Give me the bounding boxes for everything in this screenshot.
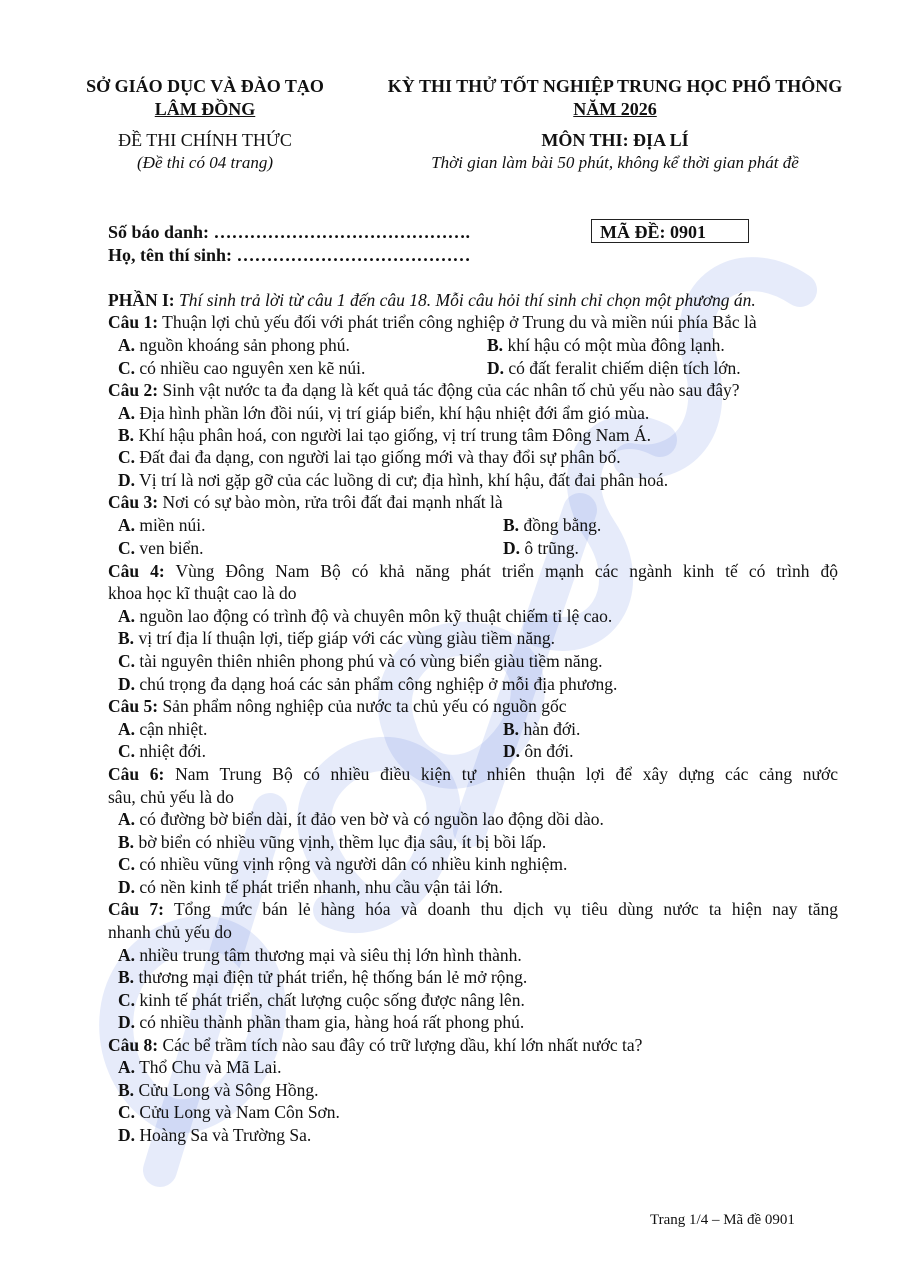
option-text: hàn đới. (519, 719, 581, 739)
question-5 (108, 695, 838, 717)
question-7-cont: nhanh chủ yếu do (108, 922, 232, 942)
option-text: nguồn khoáng sản phong phú. (135, 335, 350, 355)
option-6c (118, 853, 567, 875)
option-7d (118, 1011, 524, 1033)
option-text: vị trí địa lí thuận lợi, tiếp giáp với các vùng giàu tiềm năng. (134, 628, 555, 648)
part-instruction: Thí sinh trả lời từ câu 1 đến câu 18. Mỗi câu hỏi thí sinh chỉ chọn một phương án. (178, 290, 756, 310)
option-5d (503, 740, 574, 762)
option-text: miền núi. (135, 515, 206, 535)
question-label: Câu 5: (108, 696, 159, 716)
option-key: A. (118, 606, 136, 626)
option-key: D. (487, 358, 505, 378)
exam-title: KỲ THI THỬ TỐT NGHIỆP TRUNG HỌC PHỔ THÔNG (387, 76, 843, 96)
exam-year: NĂM 2026 (573, 99, 657, 119)
option-text: có nền kinh tế phát triển nhanh, nhu cầu vận tải lớn. (135, 877, 503, 897)
option-key: C. (118, 1102, 136, 1122)
option-7c (118, 989, 525, 1011)
official-exam-label: ĐỀ THI CHÍNH THỨC (118, 130, 292, 150)
option-text: khí hậu có một mùa đông lạnh. (503, 335, 725, 355)
candidate-number-field: Số báo danh: ……………………………………. (108, 222, 471, 242)
option-key: A. (118, 515, 136, 535)
option-key: C. (118, 358, 136, 378)
question-6 (108, 763, 838, 785)
option-key: C. (118, 741, 136, 761)
option-key: C. (118, 651, 136, 671)
question-text: Thuận lợi chủ yếu đối với phát triển công nghiệp ở Trung du và miền núi phía Bắc là (158, 312, 757, 332)
option-6a (118, 808, 604, 830)
option-1b (487, 334, 725, 356)
option-2a (118, 402, 649, 424)
question-text: Tổng mức bán lẻ hàng hóa và doanh thu dịch vụ tiêu dùng nước ta hiện nay tăng (173, 899, 838, 919)
question-2 (108, 379, 838, 401)
option-5b (503, 718, 580, 740)
option-key: A. (118, 809, 136, 829)
option-key: D. (118, 674, 136, 694)
option-text: Khí hậu phân hoá, con người lai tạo giống, vị trí trung tâm Đông Nam Á. (134, 425, 651, 445)
option-3a (118, 514, 206, 536)
question-label: Câu 3: (108, 492, 159, 512)
question-text: Các bể trầm tích nào sau đây có trữ lượng dầu, khí lớn nhất nước ta? (158, 1035, 643, 1055)
option-text: Vị trí là nơi gặp gỡ của các luồng di cư; địa hình, khí hậu, đất đai phân hoá. (135, 470, 669, 490)
option-key: C. (118, 854, 136, 874)
question-4 (108, 560, 838, 582)
option-text: nhiệt đới. (135, 741, 206, 761)
question-label: Câu 1: (108, 312, 159, 332)
option-text: chú trọng đa dạng hoá các sản phẩm công nghiệp ở mỗi địa phương. (135, 674, 618, 694)
option-4a (118, 605, 612, 627)
option-8c (118, 1101, 340, 1123)
option-key: B. (118, 1080, 135, 1100)
option-text: có nhiều thành phần tham gia, hàng hoá rất phong phú. (135, 1012, 525, 1032)
question-6-cont: sâu, chủ yếu là do (108, 787, 234, 807)
option-key: A. (118, 719, 136, 739)
option-text: nhiều trung tâm thương mại và siêu thị lớn hình thành. (135, 945, 522, 965)
option-4d (118, 673, 617, 695)
option-key: A. (118, 335, 136, 355)
option-text: ôn đới. (520, 741, 574, 761)
question-text: Nơi có sự bào mòn, rửa trôi đất đai mạnh nhất là (158, 492, 503, 512)
option-5a (118, 718, 207, 740)
option-text: thương mại điện tử phát triển, hệ thống bán lẻ mở rộng. (134, 967, 528, 987)
time-note: Thời gian làm bài 50 phút, không kể thời gian phát đề (431, 153, 799, 172)
question-7 (108, 898, 838, 920)
option-key: D. (118, 1125, 136, 1145)
option-2c (118, 446, 621, 468)
question-text: Vùng Đông Nam Bộ có khả năng phát triển mạnh các ngành kinh tế có trình độ (175, 561, 838, 581)
option-text: có đường bờ biển dài, ít đảo ven bờ và có nguồn lao động dồi dào. (135, 809, 604, 829)
option-text: Thổ Chu và Mã Lai. (135, 1057, 282, 1077)
option-key: B. (503, 515, 520, 535)
option-text: tài nguyên thiên nhiên phong phú và có vùng biển giàu tiềm năng. (135, 651, 603, 671)
option-8a (118, 1056, 281, 1078)
option-key: B. (118, 832, 135, 852)
option-key: C. (118, 447, 136, 467)
question-label: Câu 6: (108, 764, 165, 784)
option-key: C. (118, 538, 136, 558)
option-text: Cửu Long và Nam Côn Sơn. (135, 1102, 340, 1122)
question-label: Câu 2: (108, 380, 159, 400)
question-3 (108, 491, 838, 513)
question-8 (108, 1034, 838, 1056)
option-key: B. (118, 967, 135, 987)
exam-code-box: MÃ ĐỀ: 0901 (591, 219, 749, 243)
option-2b (118, 424, 651, 446)
option-2d (118, 469, 668, 491)
question-text: Sinh vật nước ta đa dạng là kết quả tác động của các nhân tố chủ yếu nào sau đây? (158, 380, 740, 400)
option-7a (118, 944, 522, 966)
option-5c (118, 740, 206, 762)
option-1a (118, 334, 350, 356)
question-label: Câu 4: (108, 561, 165, 581)
option-key: A. (118, 945, 136, 965)
subject-title: MÔN THI: ĐỊA LÍ (541, 130, 689, 150)
option-key: D. (118, 1012, 136, 1032)
option-text: có đất feralit chiếm diện tích lớn. (504, 358, 741, 378)
option-1d (487, 357, 741, 379)
option-3d (503, 537, 579, 559)
option-text: đồng bằng. (519, 515, 602, 535)
option-key: A. (118, 403, 136, 423)
option-6b (118, 831, 546, 853)
option-key: D. (118, 470, 136, 490)
question-text: Sản phẩm nông nghiệp của nước ta chủ yếu có nguồn gốc (158, 696, 567, 716)
question-label: Câu 8: (108, 1035, 159, 1055)
option-key: C. (118, 990, 136, 1010)
question-4-cont: khoa học kĩ thuật cao là do (108, 583, 297, 603)
part-label: PHẦN I: (108, 290, 175, 310)
option-text: có nhiều vũng vịnh rộng và người dân có nhiều kinh nghiệm. (135, 854, 568, 874)
option-text: ô trũng. (520, 538, 579, 558)
option-text: Đất đai đa dạng, con người lai tạo giống mới và thay đổi sự phân bố. (135, 447, 621, 467)
department-name: SỞ GIÁO DỤC VÀ ĐÀO TẠO (86, 76, 324, 96)
option-key: B. (118, 628, 135, 648)
option-text: Địa hình phần lớn đồi núi, vị trí giáp biển, khí hậu nhiệt đới ẩm gió mùa. (135, 403, 650, 423)
option-3c (118, 537, 204, 559)
question-text: Nam Trung Bộ có nhiều điều kiện tự nhiên thuận lợi để xây dựng các cảng nước (175, 764, 838, 784)
option-key: B. (118, 425, 135, 445)
option-text: có nhiều cao nguyên xen kẽ núi. (135, 358, 366, 378)
page-footer: Trang 1/4 – Mã đề 0901 (650, 1212, 795, 1228)
option-key: D. (503, 741, 521, 761)
option-text: Cửu Long và Sông Hồng. (134, 1080, 319, 1100)
option-key: A. (118, 1057, 136, 1077)
page-count-note: (Đề thi có 04 trang) (137, 153, 273, 172)
option-8b (118, 1079, 319, 1101)
part-heading (108, 289, 838, 311)
option-text: Hoàng Sa và Trường Sa. (135, 1125, 312, 1145)
province-name: LÂM ĐỒNG (154, 99, 256, 119)
option-key: D. (118, 877, 136, 897)
option-4c (118, 650, 603, 672)
option-1c (118, 357, 365, 379)
option-text: cận nhiệt. (135, 719, 208, 739)
question-1 (108, 311, 838, 333)
option-text: bờ biển có nhiều vũng vịnh, thềm lục địa sâu, ít bị bồi lấp. (134, 832, 547, 852)
option-text: ven biển. (135, 538, 204, 558)
option-8d (118, 1124, 311, 1146)
option-4b (118, 627, 555, 649)
option-key: B. (487, 335, 504, 355)
option-text: kinh tế phát triển, chất lượng cuộc sống được nâng lên. (135, 990, 525, 1010)
option-text: nguồn lao động có trình độ và chuyên môn kỹ thuật chiếm tỉ lệ cao. (135, 606, 613, 626)
option-7b (118, 966, 527, 988)
option-key: D. (503, 538, 521, 558)
candidate-name-field: Họ, tên thí sinh: ………………………………… (108, 245, 471, 265)
option-3b (503, 514, 601, 536)
question-label: Câu 7: (108, 899, 164, 919)
option-key: B. (503, 719, 520, 739)
option-6d (118, 876, 503, 898)
